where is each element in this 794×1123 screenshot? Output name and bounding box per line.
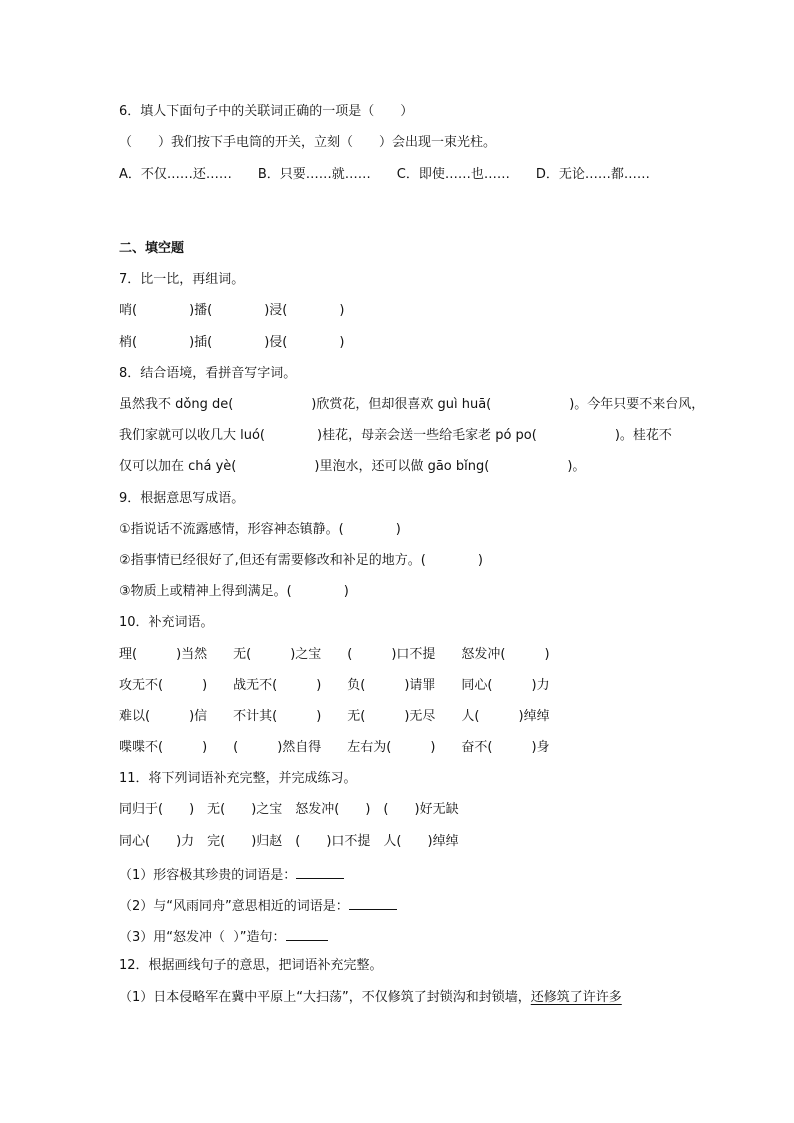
q10-row2: 攻无不( ) 战无不( ) 负( )请罪 同心( )力 [119,678,550,693]
q8-line1: 虽然我不 dǒng de( )欣赏花，但却很喜欢 guì huā( )。今年只要不来台风， [119,397,705,412]
q8-line3: 仅可以加在 chá yè( )里泡水，还可以做 gāo bǐng( )。 [119,459,586,474]
q11-stem: 11．将下列词语补充完整，并完成练习。 [119,771,357,786]
answer-blank[interactable] [349,895,397,910]
q6-options: A．不仅……还…… B．只要……就…… C．即使……也…… D．无论……都…… [119,167,650,182]
answer-blank[interactable] [296,864,344,879]
q6-stem: 6．填人下面句子中的关联词正确的一项是（ ） [119,104,414,119]
q12-sub1 [119,989,622,1007]
q10-row1: 理( )当然 无( )之宝 ( )口不提 怒发冲( ) [119,647,550,662]
q7-stem: 7．比一比，再组词。 [119,272,245,287]
q11-sub3-text: （3）用“怒发冲（ ）”造句： [119,930,286,945]
q9-item3: ③物质上或精神上得到满足。( ) [119,584,349,599]
q9-item1: ①指说话不流露感情，形容神态镇静。( ) [119,522,401,537]
q8-stem: 8．结合语境，看拼音写字词。 [119,366,297,381]
q11-row2: 同心( )力 完( )归赵 ( )口不提 人( )绰绰 [119,834,459,849]
q10-row3: 难以( )信 不计其( ) 无( )无尽 人( )绰绰 [119,709,550,724]
q11-sub3 [119,926,328,947]
q9-stem: 9．根据意思写成语。 [119,491,245,506]
q12-sub1-underlined: 还修筑了许许多 [530,990,622,1005]
q6-sentence: （ ）我们按下手电筒的开关，立刻（ ）会出现一束光柱。 [119,135,497,150]
q11-row1: 同归于( ) 无( )之宝 怒发冲( ) ( )好无缺 [119,802,459,817]
section-heading-fill-in: 二、填空题 [119,241,185,256]
q11-sub2 [119,895,397,916]
q11-sub1 [119,864,344,885]
answer-blank[interactable] [286,926,328,941]
q9-item2: ②指事情已经很好了,但还有需要修改和补足的地方。( ) [119,553,483,568]
q7-row2: 梢( )插( )侵( ) [119,335,345,350]
q12-stem: 12．根据画线句子的意思，把词语补充完整。 [119,958,383,973]
q10-row4: 喋喋不( ) ( )然自得 左右为( ) 奋不( )身 [119,740,550,755]
q7-row1: 哨( )播( )浸( ) [119,303,345,318]
q12-sub1-plain: （1）日本侵略军在冀中平原上“大扫荡”，不仅修筑了封锁沟和封锁墙， [119,990,531,1005]
q10-stem: 10．补充词语。 [119,615,214,630]
q11-sub1-text: （1）形容极其珍贵的词语是： [119,868,297,883]
q11-sub2-text: （2）与“风雨同舟”意思相近的词语是： [119,899,349,914]
q8-line2: 我们家就可以收几大 luó( )桂花，母亲会送一些给毛家老 pó po( )。桂花不 [119,428,672,443]
